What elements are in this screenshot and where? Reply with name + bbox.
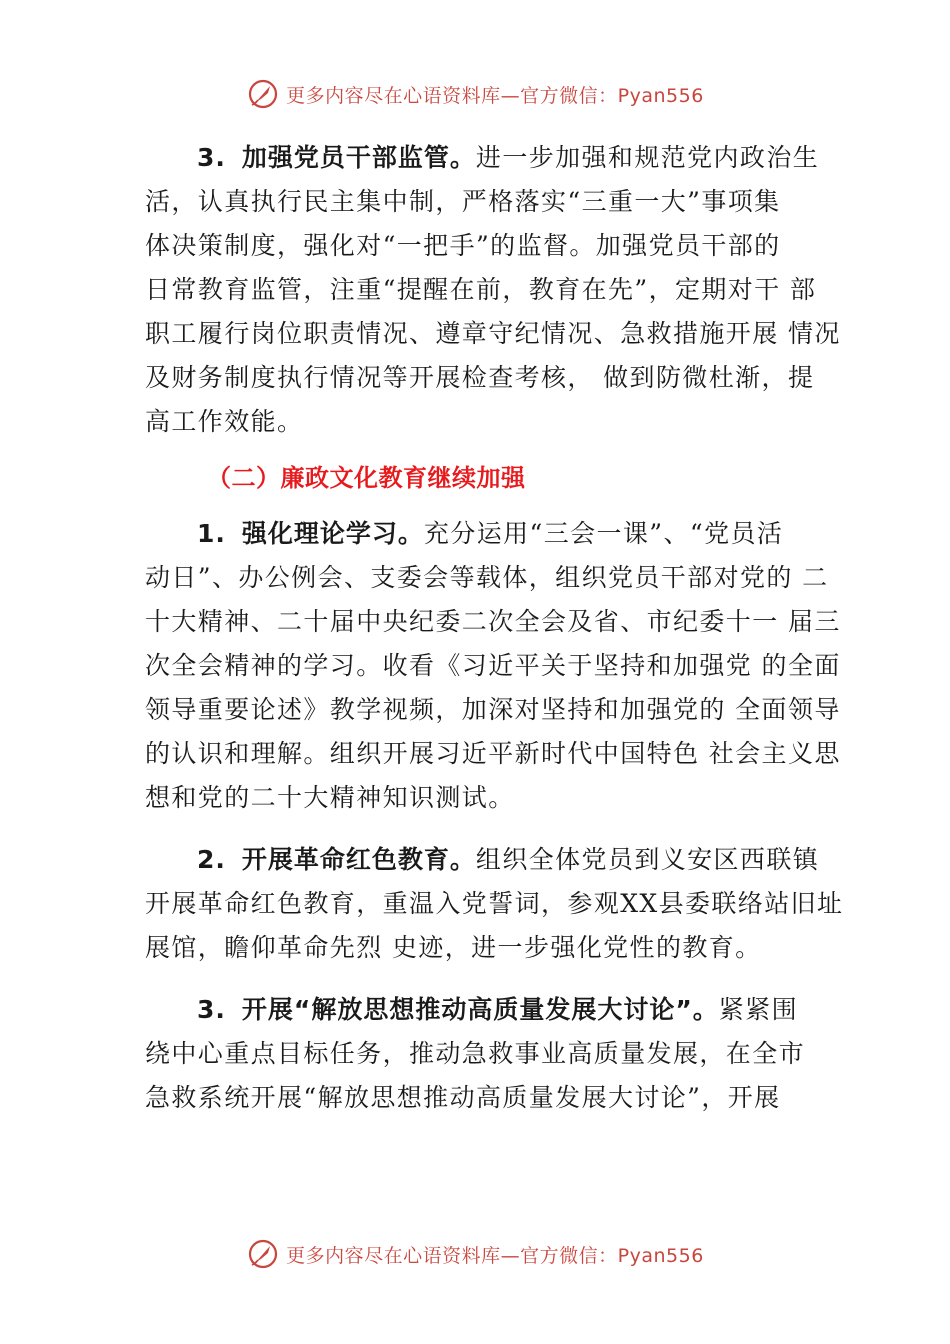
paragraph-line: 十大精神、二十届中央纪委二次全会及省、市纪委十一 届三: [145, 607, 841, 636]
paragraph-line: 领导重要论述》教学视频，加深对坚持和加强党的 全面领导: [145, 695, 841, 724]
paragraph-line: 3. 开展“解放思想推动高质量发展大讨论”。紧紧围: [197, 995, 798, 1024]
paragraph-line: 3. 加强党员干部监管。进一步加强和规范党内政治生: [197, 143, 820, 172]
paragraph-line: 急救系统开展“解放思想推动高质量发展大讨论”，开展: [145, 1083, 781, 1112]
watermark-banner-bottom: [0, 1234, 950, 1274]
section-heading: （二）廉政文化教育继续加强: [207, 464, 526, 492]
watermark-banner-top: [0, 74, 950, 114]
item-number: 2.: [197, 845, 226, 874]
paragraph-line: 展馆，瞻仰革命先烈 史迹，进一步强化党性的教育。: [145, 933, 762, 962]
watermark-text: 更多内容尽在心语资料库—官方微信：Pyan556: [286, 84, 704, 107]
item-number: 3.: [197, 143, 226, 172]
item-number: 1.: [197, 519, 226, 548]
paragraph-line: 日常教育监管，注重“提醒在前，教育在先”，定期对干 部: [145, 275, 817, 304]
paragraph-line: 1. 强化理论学习。充分运用“三会一课”、“党员活: [197, 519, 784, 548]
paragraph-line: 绕中心重点目标任务，推动急救事业高质量发展，在全市: [145, 1039, 806, 1068]
paragraph-line: 职工履行岗位职责情况、遵章守纪情况、急救措施开展 情况: [145, 319, 841, 348]
paragraph-line: 2. 开展革命红色教育。组织全体党员到义安区西联镇: [197, 845, 820, 874]
paragraph-line: 高工作效能。: [145, 407, 304, 436]
item-title: 开展“解放思想推动高质量发展大讨论”。: [241, 995, 719, 1024]
document-body: [145, 136, 844, 1120]
paragraph-line: 开展革命红色教育，重温入党誓词，参观XX县委联络站旧址: [145, 889, 844, 918]
item-title: 加强党员干部监管。: [241, 143, 476, 172]
paragraph-line: 动日”、办公例会、支委会等载体，组织党员干部对党的 二: [145, 563, 829, 592]
item-number: 3.: [197, 995, 226, 1024]
paragraph-line: 体决策制度，强化对“一把手”的监督。加强党员干部的: [145, 231, 781, 260]
item-title: 强化理论学习。: [241, 519, 424, 548]
quill-pen-logo-icon: [246, 1237, 280, 1271]
paragraph-line: 想和党的二十大精神知识测试。: [145, 783, 515, 812]
watermark-text: 更多内容尽在心语资料库—官方微信：Pyan556: [286, 1244, 704, 1267]
paragraph-line: 次全会精神的学习。收看《习近平关于坚持和加强党 的全面: [145, 651, 841, 680]
paragraph-line: 的认识和理解。组织开展习近平新时代中国特色 社会主义思: [145, 739, 841, 768]
item-title: 开展革命红色教育。: [241, 845, 476, 874]
paragraph-line: 及财务制度执行情况等开展检查考核， 做到防微杜渐，提: [145, 363, 815, 392]
quill-pen-logo-icon: [246, 77, 280, 111]
paragraph-line: 活，认真执行民主集中制，严格落实“三重一大”事项集: [145, 187, 781, 216]
